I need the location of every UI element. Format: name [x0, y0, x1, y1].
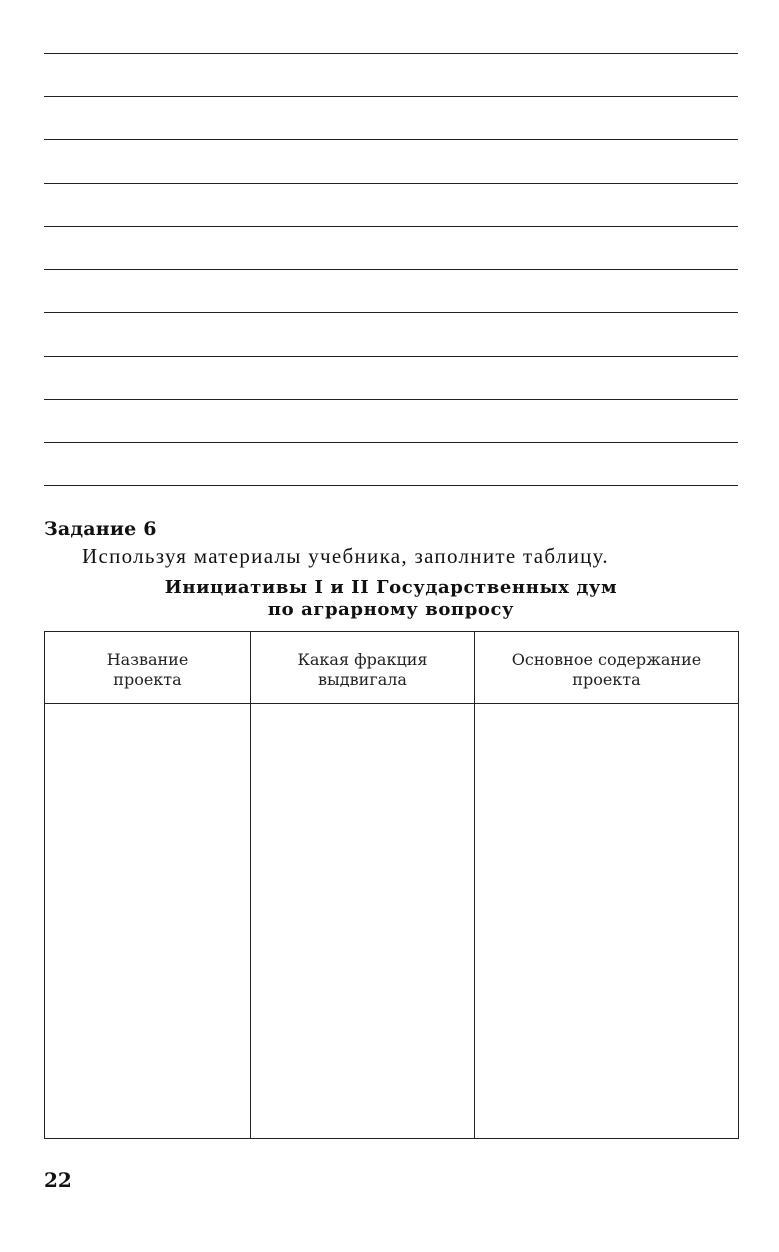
task-instruction: Используя материалы учебника, заполните таблицу.	[82, 544, 609, 568]
table-header-row	[45, 632, 739, 704]
table-body-row	[45, 704, 739, 1139]
writing-line	[44, 226, 738, 227]
table-cell-content[interactable]	[475, 704, 739, 1139]
table-cell-faction[interactable]	[251, 704, 475, 1139]
column-header-text: Основное содержание	[511, 650, 702, 669]
table-title-line2: по аграрному вопросу	[267, 599, 515, 620]
writing-line	[44, 96, 738, 97]
column-header-project-name	[45, 632, 251, 704]
column-header-text: Какая фракция	[297, 650, 428, 669]
writing-line	[44, 53, 738, 54]
writing-line	[44, 399, 738, 400]
writing-line	[44, 442, 738, 443]
answer-writing-lines	[44, 0, 738, 500]
writing-line	[44, 183, 738, 184]
table-title-line1: Инициативы I и II Государственных дум	[164, 577, 618, 598]
column-header-text: Название	[106, 650, 189, 669]
table-cell-project-name[interactable]	[45, 704, 251, 1139]
column-header-content	[475, 632, 739, 704]
column-header-text: выдвигала	[318, 670, 407, 689]
task-heading: Задание 6	[44, 518, 157, 540]
writing-line	[44, 356, 738, 357]
column-header-text: проекта	[572, 670, 641, 689]
writing-line	[44, 485, 738, 486]
writing-line	[44, 312, 738, 313]
fill-in-table	[44, 631, 739, 1139]
column-header-text: проекта	[113, 670, 182, 689]
writing-line	[44, 139, 738, 140]
page-number: 22	[44, 1168, 72, 1192]
column-header-faction	[251, 632, 475, 704]
writing-line	[44, 269, 738, 270]
